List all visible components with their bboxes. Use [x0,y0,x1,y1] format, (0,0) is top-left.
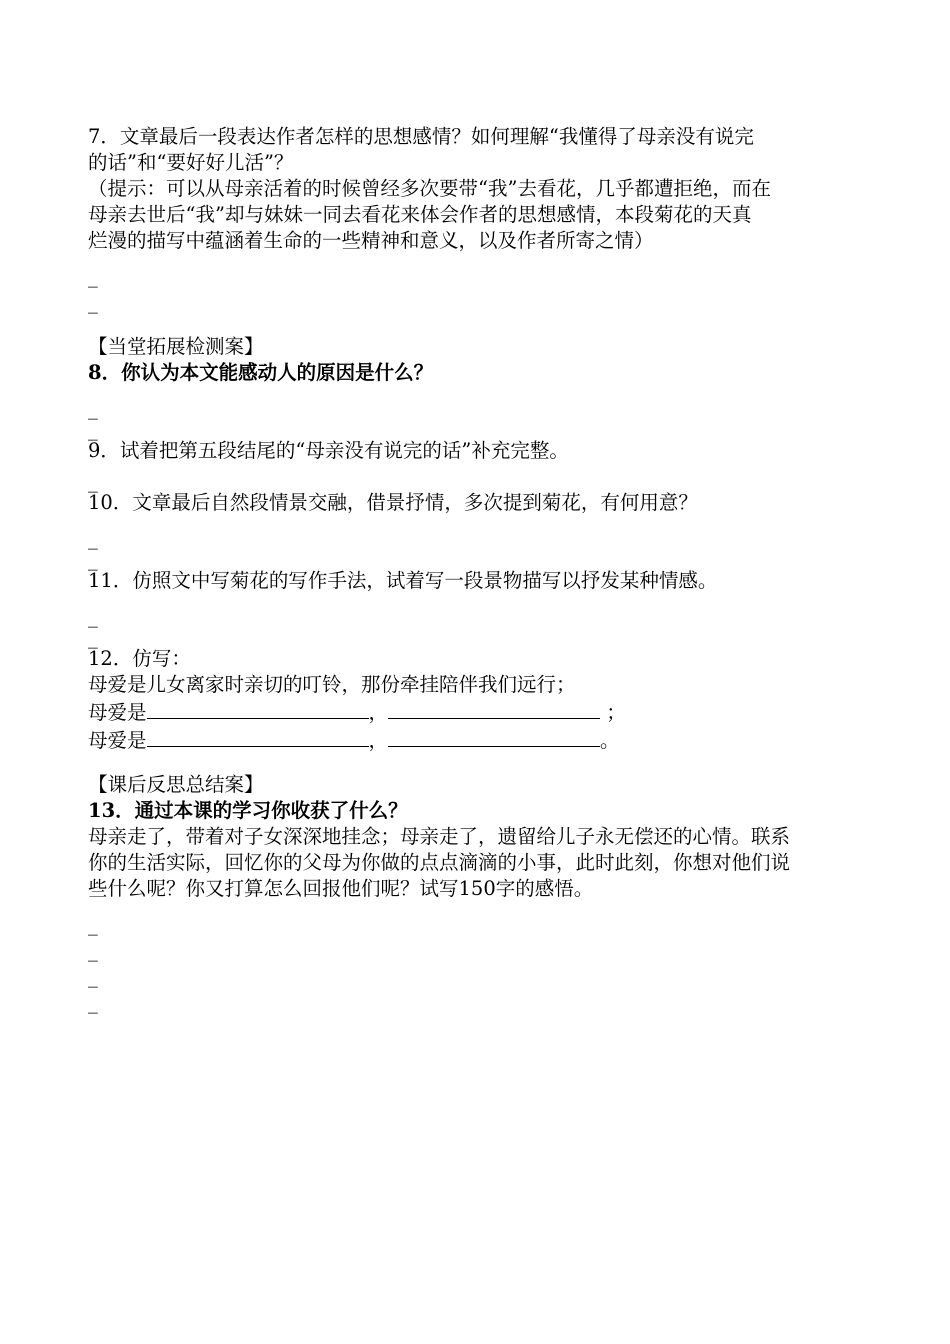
q13-paragraph-line-3: 些什么呢？你又打算怎么回报他们呢？试写150字的感悟。 [88,877,594,900]
q12-row-2-period: 。 [600,729,620,752]
q11-question: 11．仿照文中写菊花的写作手法，试着写一段景物描写以抒发某种情感。 [88,569,718,592]
q7-answer-line-2[interactable]: _ [88,291,98,314]
q12-row-1-blank-2[interactable] [388,698,600,719]
q12-blank-row-2 [88,726,878,754]
q12-row-2-prefix: 母爱是 [88,729,147,752]
q7-line-1: 7．文章最后一段表达作者怎样的思想感情？如何理解“我懂得了母亲没有说完 [88,125,754,148]
q13-question: 13．通过本课的学习你收获了什么？ [88,799,408,822]
q12-row-1-blank-1[interactable] [147,698,369,719]
q7-hint-line-1: （提示：可以从母亲活着的时候曾经多次要带“我”去看花，几乎都遭拒绝，而在 [88,177,771,200]
q12-row-1-prefix: 母爱是 [88,701,147,724]
q12-row-2-blank-2[interactable] [388,726,600,747]
q10-question: 10．文章最后自然段情景交融，借景抒情，多次提到菊花，有何用意？ [88,491,698,514]
q13-answer-line-3[interactable]: _ [88,965,98,988]
section-heading-class-test: 【当堂拓展检测案】 [88,335,264,358]
q12-blank-row-1 [88,698,878,726]
q13-paragraph-line-1: 母亲走了，带着对子女深深地挂念；母亲走了，遗留给儿子永无偿还的心情。联系 [88,825,791,848]
q10-answer-line-1[interactable]: _ [88,527,98,550]
q7-line-2: 的话”和“要好好儿活”？ [88,151,294,174]
q9-question: 9．试着把第五段结尾的“母亲没有说完的话”补充完整。 [88,439,569,462]
q12-label: 12．仿写： [88,647,191,670]
q9-answer-line[interactable]: _ [88,470,98,493]
q11-answer-line-1[interactable]: _ [88,605,98,628]
q12-row-1-comma: ， [368,701,389,724]
q8-answer-line-1[interactable]: _ [88,397,98,420]
q12-row-2-comma: ， [368,729,389,752]
worksheet-page [88,124,878,1016]
section-heading-after-class: 【课后反思总结案】 [88,773,264,796]
q10-answer-line-2[interactable]: _ [88,548,98,571]
q12-row-2-blank-1[interactable] [147,726,369,747]
q13-paragraph-line-2: 你的生活实际，回忆你的父母为你做的点点滴滴的小事，此时此刻，你想对他们说 [88,851,791,874]
q11-answer-line-2[interactable]: _ [88,626,98,649]
q12-row-1-semicolon: ； [600,701,626,724]
q7-answer-line-1[interactable]: _ [88,265,98,288]
q12-example: 母爱是儿女离家时亲切的叮铃，那份牵挂陪伴我们远行； [88,673,576,696]
q8-answer-line-2[interactable]: _ [88,418,98,441]
q7-hint-line-3: 烂漫的描写中蕴涵着生命的一些精神和意义，以及作者所寄之情） [88,229,654,252]
q13-answer-line-4[interactable]: _ [88,991,98,1014]
q13-answer-line-1[interactable]: _ [88,913,98,936]
q7-hint-line-2: 母亲去世后“我”却与妹妹一同去看花来体会作者的思想感情，本段菊花的天真 [88,203,752,226]
q13-answer-line-2[interactable]: _ [88,939,98,962]
q8-question: 8．你认为本文能感动人的原因是什么？ [88,361,434,384]
